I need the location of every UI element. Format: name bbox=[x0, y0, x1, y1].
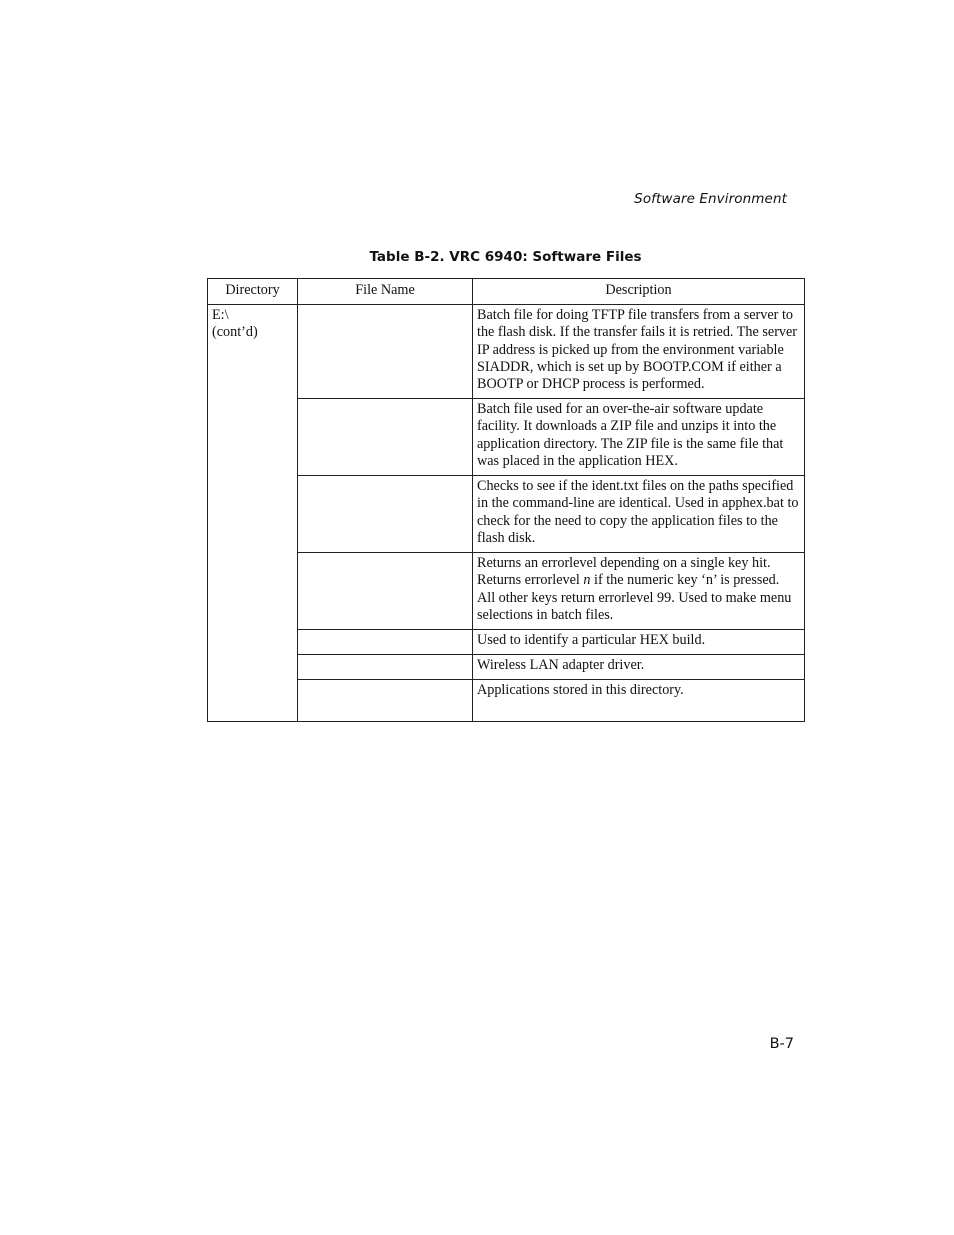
description-text: Checks to see if the ident.txt files on the paths specified in the command-line are identical. Used in apphex.bat to check for the need to copy the application files to the flash disk. bbox=[477, 478, 799, 546]
file-name-cell bbox=[298, 553, 473, 630]
file-name-cell bbox=[298, 655, 473, 680]
directory-path: E:\ bbox=[212, 307, 229, 323]
table-row bbox=[208, 630, 805, 655]
description-text: Wireless LAN adapter driver. bbox=[477, 657, 645, 673]
file-name-cell bbox=[298, 680, 473, 722]
table-row bbox=[208, 553, 805, 630]
description-text: Batch file used for an over-the-air software update facility. It downloads a ZIP file and unzips it into the application directory. The ZIP file is the same file that was placed in the application HEX. bbox=[477, 401, 784, 469]
description-cell bbox=[473, 655, 805, 680]
column-header-description: Description bbox=[473, 279, 805, 305]
file-name-cell bbox=[298, 305, 473, 399]
description-text: Used to identify a particular HEX build. bbox=[477, 632, 706, 648]
table-header-row bbox=[208, 279, 805, 305]
description-cell bbox=[473, 399, 805, 476]
description-cell bbox=[473, 553, 805, 630]
description-cell bbox=[473, 476, 805, 553]
column-header-file-name: File Name bbox=[298, 279, 473, 305]
description-text: Applications stored in this directory. bbox=[477, 682, 684, 698]
directory-cell bbox=[208, 305, 298, 722]
table-row bbox=[208, 655, 805, 680]
table-row bbox=[208, 305, 805, 399]
table-row bbox=[208, 476, 805, 553]
running-head: Software Environment bbox=[634, 191, 787, 207]
description-text: Batch file for doing TFTP file transfers from a server to the flash disk. If the transfer fails it is retried. The server IP address is picked up from the environment variable SIADDR, which is set up by BOOTP.COM if either a BOOTP or DHCP process is performed. bbox=[477, 307, 798, 393]
description-cell bbox=[473, 630, 805, 655]
description-text: Returns an errorlevel depending on a single key hit. Returns errorlevel n if the numeric key ‘n’ is pressed. All other keys return errorlevel 99. Used to make menu selections in batch files. bbox=[477, 555, 792, 623]
table-title: Table B-2. VRC 6940: Software Files bbox=[369, 249, 642, 265]
table-row bbox=[208, 399, 805, 476]
description-cell bbox=[473, 680, 805, 722]
software-files-table bbox=[207, 278, 805, 722]
file-name-cell bbox=[298, 399, 473, 476]
page-number: B-7 bbox=[769, 1036, 794, 1052]
file-name-cell bbox=[298, 476, 473, 553]
file-name-cell bbox=[298, 630, 473, 655]
directory-continued-note: (cont’d) bbox=[212, 324, 258, 341]
description-cell bbox=[473, 305, 805, 399]
column-header-directory: Directory bbox=[208, 279, 298, 305]
table-row bbox=[208, 680, 805, 722]
